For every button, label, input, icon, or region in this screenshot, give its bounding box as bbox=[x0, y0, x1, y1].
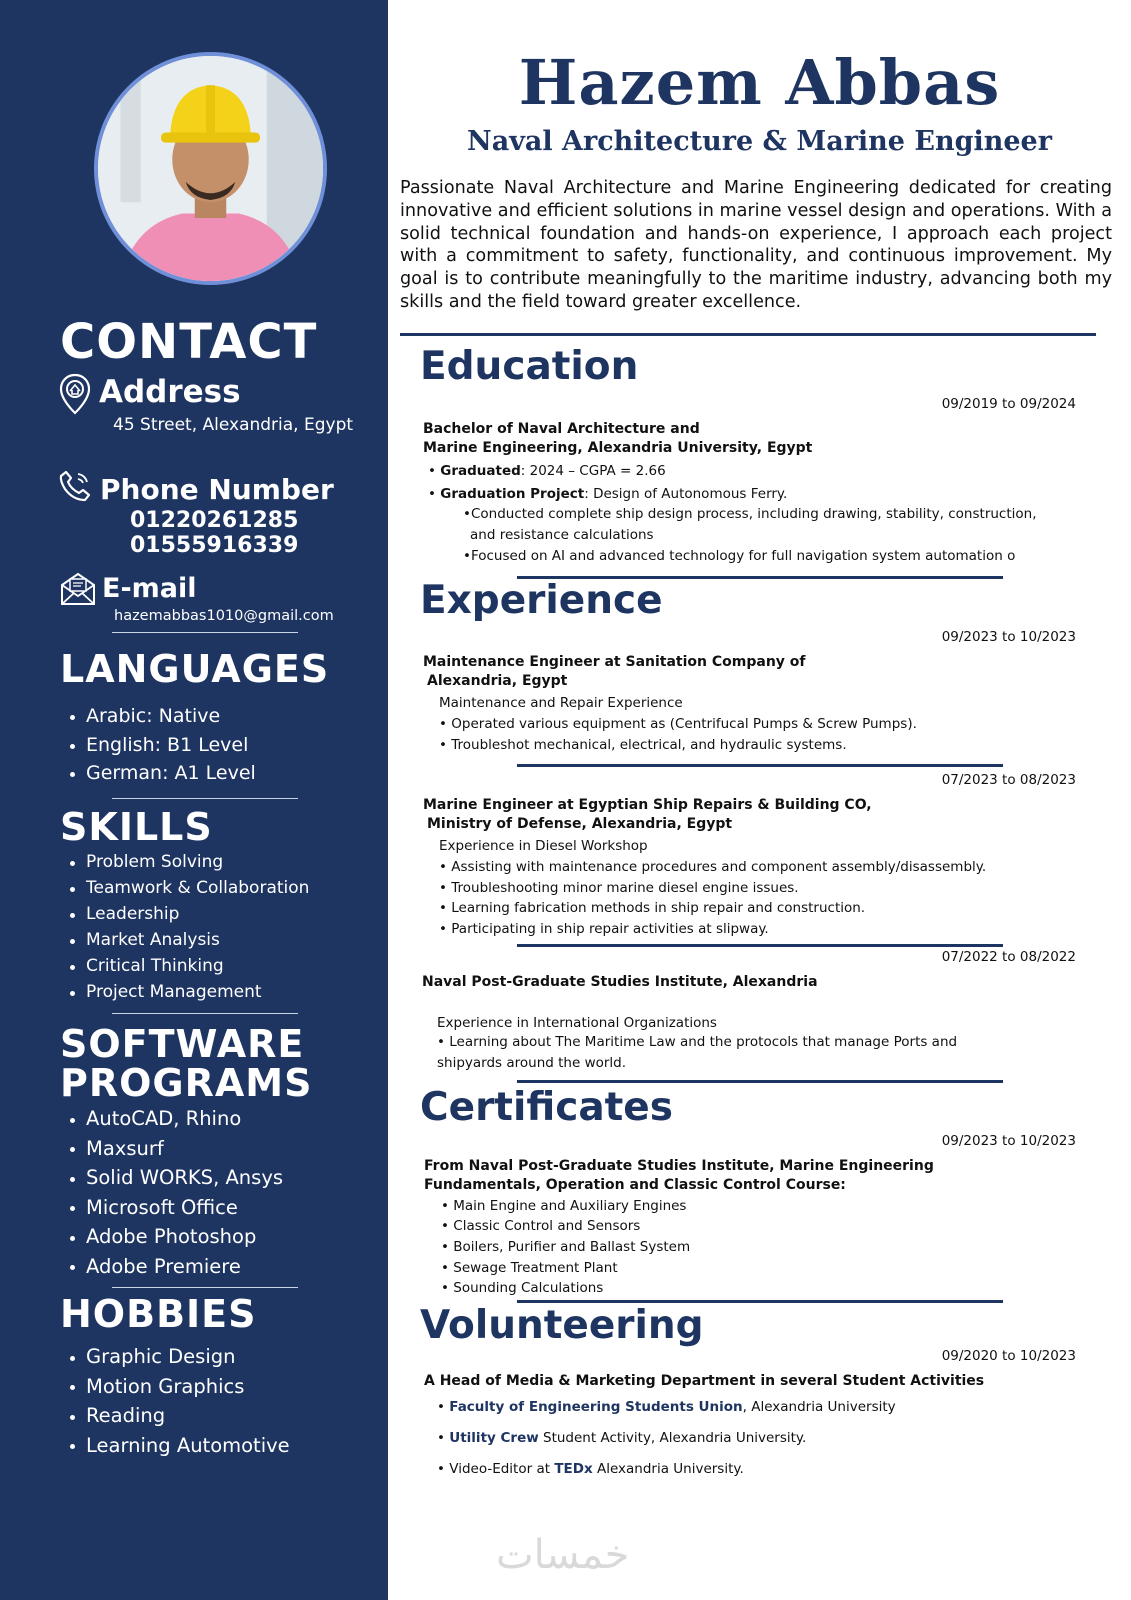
volunteering-heading: Volunteering bbox=[420, 1303, 704, 1348]
education-date: 09/2019 to 09/2024 bbox=[941, 396, 1076, 412]
project-label: Graduation Project bbox=[440, 486, 585, 502]
education-sub-bullet-cont: and resistance calculations bbox=[470, 527, 654, 543]
skill-item: Critical Thinking bbox=[70, 953, 309, 979]
certificate-item: • Boilers, Purifier and Ballast System bbox=[441, 1239, 691, 1255]
education-sub-bullet: •Focused on AI and advanced technology for full navigation system automation o bbox=[463, 548, 1016, 564]
job-bullet-cont: shipyards around the world. bbox=[437, 1055, 627, 1071]
certificate-item-text: Sounding Calculations bbox=[453, 1280, 604, 1296]
sidebar-divider bbox=[112, 1013, 298, 1014]
certificate-item-text: Main Engine and Auxiliary Engines bbox=[453, 1198, 687, 1214]
skill-item: Leadership bbox=[70, 901, 309, 927]
software-item: AutoCAD, Rhino bbox=[70, 1104, 283, 1134]
certificates-heading: Certificates bbox=[420, 1085, 673, 1130]
job-bullet: • Learning about The Maritime Law and the protocols that manage Ports and bbox=[437, 1034, 958, 1050]
graduated-value: : 2024 – CGPA = 2.66 bbox=[520, 463, 666, 479]
job-subtitle: Maintenance and Repair Experience bbox=[439, 695, 683, 711]
job-title bbox=[423, 796, 872, 833]
hobby-item: Reading bbox=[70, 1401, 290, 1431]
languages-list bbox=[70, 702, 256, 788]
volunteering-item: • Faculty of Engineering Students Union, Alexandria University bbox=[437, 1399, 896, 1415]
software-heading bbox=[60, 1022, 313, 1105]
job-bullet: • Participating in ship repair activities at slipway. bbox=[439, 921, 769, 937]
sidebar-divider bbox=[112, 798, 298, 799]
project-value: : Design of Autonomous Ferry. bbox=[584, 486, 788, 502]
section-divider bbox=[517, 944, 1003, 947]
volunteering-item-text: , Alexandria University bbox=[742, 1399, 896, 1415]
software-item: Microsoft Office bbox=[70, 1193, 283, 1223]
languages-heading: LANGUAGES bbox=[60, 647, 330, 691]
certificate-title-line: From Naval Post-Graduate Studies Institute, Marine Engineering bbox=[424, 1158, 934, 1174]
phone-icon bbox=[58, 469, 92, 503]
certificate-title-line: Fundamentals, Operation and Classic Control Course: bbox=[424, 1176, 846, 1193]
volunteering-item-text: Video-Editor at bbox=[449, 1461, 555, 1477]
volunteering-org: Utility Crew bbox=[449, 1430, 539, 1446]
certificate-item: • Classic Control and Sensors bbox=[441, 1218, 641, 1234]
skill-item: Problem Solving bbox=[70, 849, 309, 875]
job-bullet-text: Learning about The Maritime Law and the protocols that manage Ports and bbox=[449, 1034, 958, 1050]
education-degree bbox=[423, 420, 812, 457]
job-title: Naval Post-Graduate Studies Institute, Alexandria bbox=[422, 974, 818, 990]
job-title bbox=[423, 653, 806, 690]
location-pin-icon bbox=[58, 373, 92, 415]
address-value: 45 Street, Alexandria, Egypt bbox=[113, 415, 354, 435]
job-bullet: • Operated various equipment as (Centrifucal Pumps & Screw Pumps). bbox=[439, 716, 917, 732]
education-degree-line-1: Bachelor of Naval Architecture and bbox=[423, 421, 700, 437]
education-heading: Education bbox=[420, 344, 639, 389]
certificate-title bbox=[424, 1157, 934, 1194]
profile-photo-illustration bbox=[98, 56, 323, 281]
language-item: Arabic: Native bbox=[70, 702, 256, 731]
certificate-item-text: Classic Control and Sensors bbox=[453, 1218, 641, 1234]
candidate-role: Naval Architecture & Marine Engineer bbox=[467, 126, 1052, 157]
experience-heading: Experience bbox=[420, 578, 663, 623]
job-title-line: Ministry of Defense, Alexandria, Egypt bbox=[427, 815, 733, 832]
software-item: Adobe Photoshop bbox=[70, 1222, 283, 1252]
certificate-item: • Main Engine and Auxiliary Engines bbox=[441, 1198, 687, 1214]
job-date: 09/2023 to 10/2023 bbox=[941, 629, 1076, 645]
education-graduated: • Graduated: 2024 – CGPA = 2.66 bbox=[428, 463, 666, 479]
email-label: E-mail bbox=[102, 573, 197, 604]
job-bullet: • Troubleshot mechanical, electrical, and hydraulic systems. bbox=[439, 737, 847, 753]
skill-item: Market Analysis bbox=[70, 927, 309, 953]
section-divider bbox=[517, 764, 1003, 767]
job-bullet-text: Learning fabrication methods in ship repair and construction. bbox=[451, 900, 866, 916]
software-item: Adobe Premiere bbox=[70, 1252, 283, 1282]
watermark-logo: خمسات bbox=[496, 1532, 630, 1578]
email-icon bbox=[59, 571, 97, 607]
software-heading-line-1: SOFTWARE bbox=[60, 1022, 305, 1066]
job-subtitle: Experience in Diesel Workshop bbox=[439, 838, 648, 854]
software-list bbox=[70, 1104, 283, 1281]
software-heading-line-2: PROGRAMS bbox=[60, 1060, 313, 1105]
language-item: English: B1 Level bbox=[70, 731, 256, 760]
profile-summary: Passionate Naval Architecture and Marine Engineering dedicated for creating innovative and efficient solutions in marine vessel design and operations. With a solid technical foundation and hands-on experience, I approach each project with a commitment to safety, functionality, and continuous improvement. My goal is to contribute meaningfully to the maritime industry, advancing both my skills and the field toward greater excellence. bbox=[400, 178, 1112, 312]
job-subtitle: Experience in International Organizations bbox=[437, 1015, 717, 1031]
job-title-line: Marine Engineer at Egyptian Ship Repairs & Building CO, bbox=[423, 797, 872, 813]
job-bullet-text: Participating in ship repair activities at slipway. bbox=[451, 921, 769, 937]
certificate-item: • Sounding Calculations bbox=[441, 1280, 604, 1296]
job-bullet-text: Operated various equipment as (Centrifucal Pumps & Screw Pumps). bbox=[451, 716, 917, 732]
education-project: • Graduation Project: Design of Autonomous Ferry. bbox=[428, 486, 788, 502]
volunteering-item-text: Student Activity, Alexandria University. bbox=[538, 1430, 807, 1446]
email-value[interactable]: hazemabbas1010@gmail.com bbox=[114, 608, 334, 624]
certificate-item: • Sewage Treatment Plant bbox=[441, 1260, 618, 1276]
hobbies-list bbox=[70, 1342, 290, 1460]
certificate-item-text: Sewage Treatment Plant bbox=[453, 1260, 618, 1276]
software-item: Solid WORKS, Ansys bbox=[70, 1163, 283, 1193]
phone-label: Phone Number bbox=[100, 473, 334, 506]
education-degree-line-2: Marine Engineering, Alexandria University, Egypt bbox=[423, 439, 813, 456]
profile-photo bbox=[98, 56, 323, 281]
job-date: 07/2022 to 08/2022 bbox=[941, 949, 1076, 965]
job-bullet: • Troubleshooting minor marine diesel engine issues. bbox=[439, 880, 799, 896]
skills-heading: SKILLS bbox=[60, 805, 213, 849]
volunteering-title: A Head of Media & Marketing Department in several Student Activities bbox=[424, 1373, 985, 1389]
job-date: 07/2023 to 08/2023 bbox=[941, 772, 1076, 788]
volunteering-org: Faculty of Engineering Students Union bbox=[449, 1399, 743, 1415]
profile-photo-frame bbox=[94, 52, 327, 285]
volunteering-item-text: Alexandria University. bbox=[592, 1461, 744, 1477]
education-sub-bullet-text: Focused on AI and advanced technology for full navigation system automation o bbox=[470, 548, 1016, 564]
sidebar bbox=[0, 0, 388, 1600]
contact-heading: CONTACT bbox=[60, 314, 318, 370]
job-title-line: Maintenance Engineer at Sanitation Company of bbox=[423, 654, 806, 670]
software-item: Maxsurf bbox=[70, 1134, 283, 1164]
phone-number-2[interactable]: 01555916339 bbox=[130, 533, 299, 558]
volunteering-item: • Utility Crew Student Activity, Alexandria University. bbox=[437, 1430, 807, 1446]
language-item: German: A1 Level bbox=[70, 759, 256, 788]
hobby-item: Motion Graphics bbox=[70, 1372, 290, 1402]
sidebar-divider bbox=[112, 632, 298, 633]
hobbies-heading: HOBBIES bbox=[60, 1292, 257, 1336]
hobby-item: Graphic Design bbox=[70, 1342, 290, 1372]
job-bullet: • Learning fabrication methods in ship repair and construction. bbox=[439, 900, 866, 916]
job-bullet: • Assisting with maintenance procedures and component assembly/disassembly. bbox=[439, 859, 987, 875]
volunteering-item: • Video-Editor at TEDx Alexandria University. bbox=[437, 1461, 744, 1477]
sidebar-divider bbox=[112, 1287, 298, 1288]
address-label: Address bbox=[99, 374, 241, 410]
section-divider bbox=[517, 1080, 1003, 1083]
skill-item: Teamwork & Collaboration bbox=[70, 875, 309, 901]
certificate-item-text: Boilers, Purifier and Ballast System bbox=[453, 1239, 691, 1255]
header-divider bbox=[400, 333, 1096, 336]
certificates-date: 09/2023 to 10/2023 bbox=[941, 1133, 1076, 1149]
volunteering-org: TEDx bbox=[554, 1461, 593, 1477]
phone-number-1[interactable]: 01220261285 bbox=[130, 508, 299, 533]
skills-list bbox=[70, 849, 309, 1005]
job-bullet-text: Assisting with maintenance procedures and component assembly/disassembly. bbox=[451, 859, 987, 875]
job-bullet-text: Troubleshot mechanical, electrical, and hydraulic systems. bbox=[451, 737, 847, 753]
education-sub-bullet: •Conducted complete ship design process, including drawing, stability, construction, bbox=[463, 506, 1037, 522]
hobby-item: Learning Automotive bbox=[70, 1431, 290, 1461]
graduated-label: Graduated bbox=[440, 463, 521, 479]
job-title-line: Alexandria, Egypt bbox=[427, 672, 568, 689]
skill-item: Project Management bbox=[70, 979, 309, 1005]
candidate-name: Hazem Abbas bbox=[518, 46, 1001, 119]
education-sub-bullet-text: Conducted complete ship design process, including drawing, stability, construction, bbox=[470, 506, 1037, 522]
volunteering-date: 09/2020 to 10/2023 bbox=[941, 1348, 1076, 1364]
job-bullet-text: Troubleshooting minor marine diesel engine issues. bbox=[451, 880, 799, 896]
